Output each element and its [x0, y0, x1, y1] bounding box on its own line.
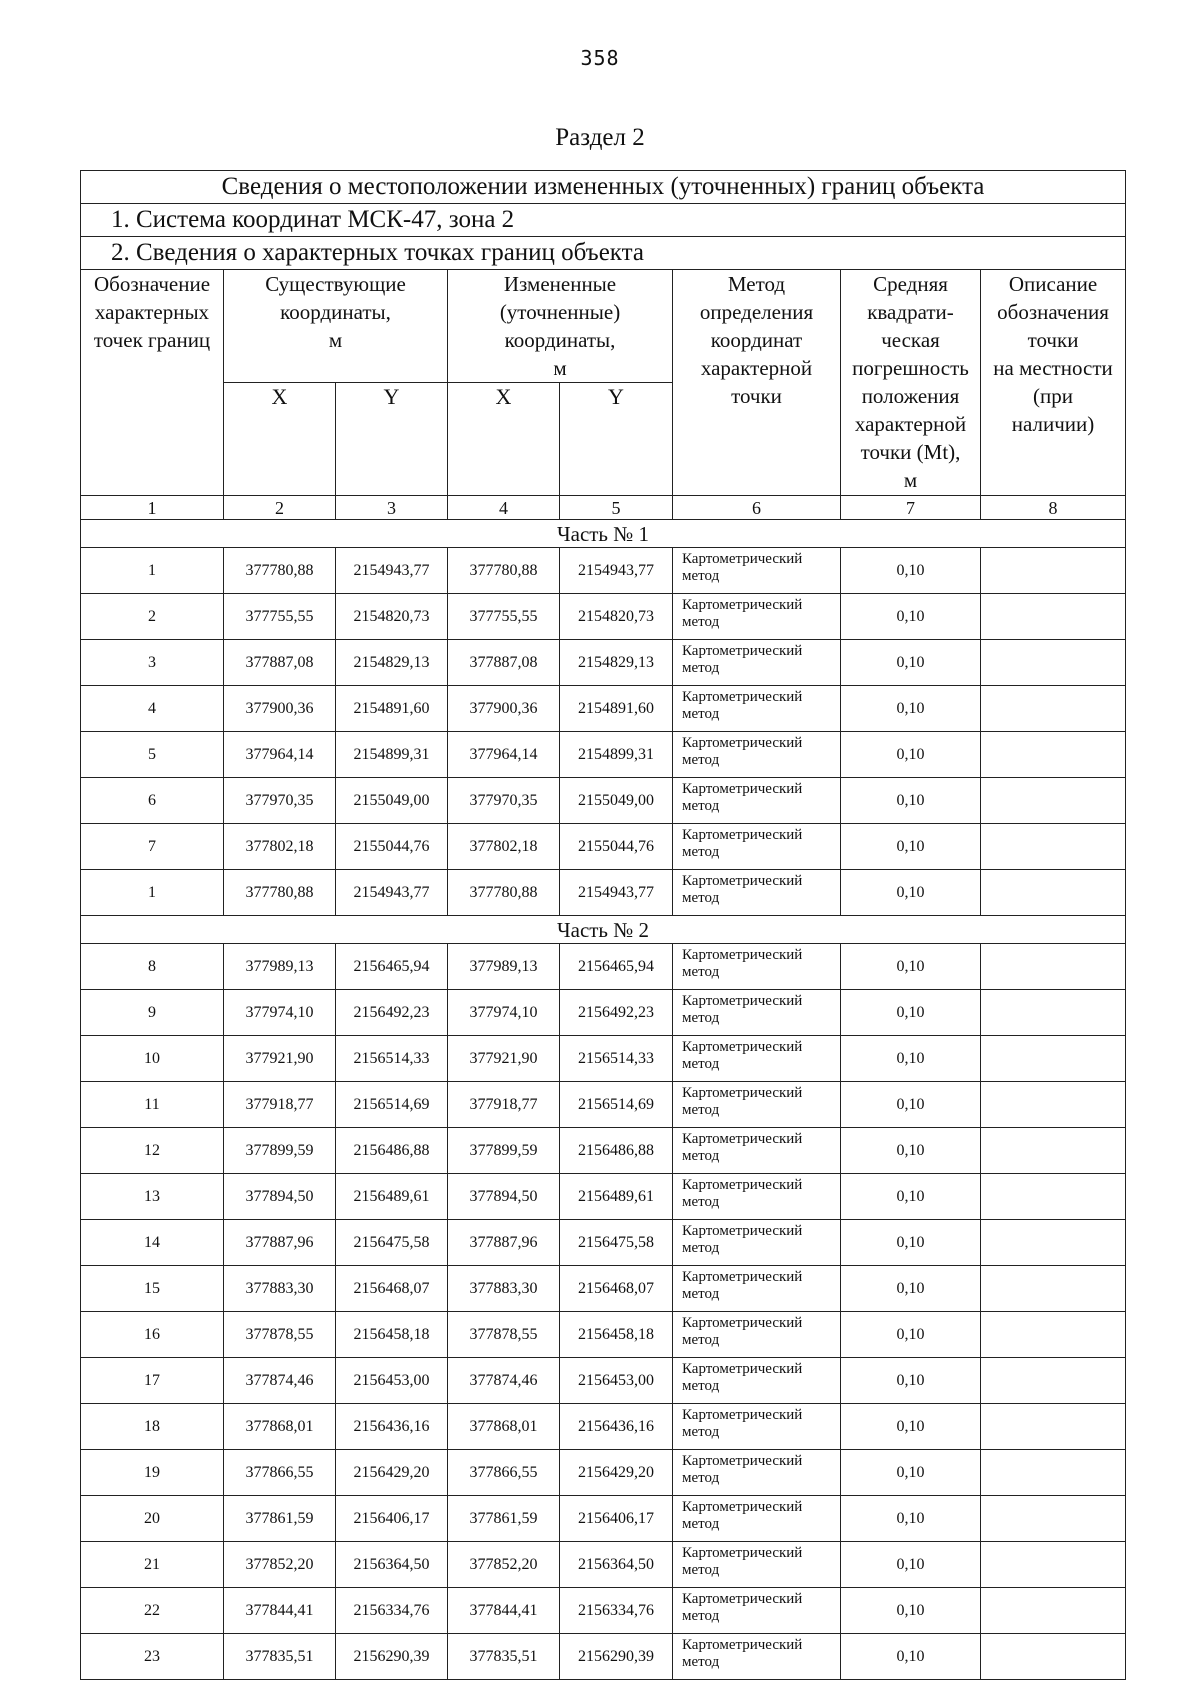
- table-title: Сведения о местоположении измененных (уточненных) границ объекта: [81, 171, 1126, 204]
- table-row: [81, 1036, 1126, 1082]
- method-cell: Картометрический метод: [673, 778, 841, 824]
- existing-y-cell: 2156489,61: [336, 1174, 448, 1220]
- mt-value-cell: 0,10: [841, 732, 981, 778]
- description-cell: [981, 1174, 1126, 1220]
- changed-x-cell: 377868,01: [448, 1404, 560, 1450]
- changed-y-cell: 2155044,76: [560, 824, 673, 870]
- point-number-cell: 8: [81, 944, 224, 990]
- coordinate-system-line: 1. Система координат МСК-47, зона 2: [81, 204, 1126, 237]
- existing-y-cell: 2156514,69: [336, 1082, 448, 1128]
- table-row: [81, 1266, 1126, 1312]
- method-cell: Картометрический метод: [673, 1082, 841, 1128]
- col-header-existing-coords: Существующие координаты, м: [224, 270, 448, 383]
- mt-value-cell: 0,10: [841, 1220, 981, 1266]
- existing-x-cell: 377852,20: [224, 1542, 336, 1588]
- description-cell: [981, 824, 1126, 870]
- changed-y-cell: 2156489,61: [560, 1174, 673, 1220]
- point-number-cell: 7: [81, 824, 224, 870]
- point-number-cell: 15: [81, 1266, 224, 1312]
- existing-y-cell: 2156364,50: [336, 1542, 448, 1588]
- method-cell: Картометрический метод: [673, 1174, 841, 1220]
- part-1-label: Часть № 1: [81, 520, 1126, 548]
- changed-y-cell: 2156514,33: [560, 1036, 673, 1082]
- existing-y-cell: 2156465,94: [336, 944, 448, 990]
- mt-value-cell: 0,10: [841, 1496, 981, 1542]
- method-cell: Картометрический метод: [673, 1266, 841, 1312]
- changed-y-cell: 2156436,16: [560, 1404, 673, 1450]
- table-row: [81, 594, 1126, 640]
- point-number-cell: 13: [81, 1174, 224, 1220]
- col-header-changed-coords: Измененные (уточненные) координаты, м: [448, 270, 673, 383]
- changed-x-cell: 377900,36: [448, 686, 560, 732]
- existing-y-cell: 2154820,73: [336, 594, 448, 640]
- changed-x-cell: 377921,90: [448, 1036, 560, 1082]
- description-cell: [981, 1128, 1126, 1174]
- existing-x-cell: 377780,88: [224, 548, 336, 594]
- method-cell: Картометрический метод: [673, 1128, 841, 1174]
- mt-value-cell: 0,10: [841, 1358, 981, 1404]
- description-cell: [981, 990, 1126, 1036]
- existing-x-cell: 377883,30: [224, 1266, 336, 1312]
- section-title: Раздел 2: [555, 124, 645, 151]
- existing-x-cell: 377989,13: [224, 944, 336, 990]
- existing-x-cell: 377780,88: [224, 870, 336, 916]
- changed-y-cell: 2156334,76: [560, 1588, 673, 1634]
- point-number-cell: 11: [81, 1082, 224, 1128]
- changed-x-cell: 377878,55: [448, 1312, 560, 1358]
- col-header-x-existing: X: [224, 383, 336, 496]
- changed-x-cell: 377918,77: [448, 1082, 560, 1128]
- changed-y-cell: 2154899,31: [560, 732, 673, 778]
- table-row: [81, 1496, 1126, 1542]
- mt-value-cell: 0,10: [841, 824, 981, 870]
- method-cell: Картометрический метод: [673, 594, 841, 640]
- existing-y-cell: 2156492,23: [336, 990, 448, 1036]
- existing-x-cell: 377887,08: [224, 640, 336, 686]
- changed-x-cell: 377883,30: [448, 1266, 560, 1312]
- col-number: 4: [448, 496, 560, 520]
- col-number: 3: [336, 496, 448, 520]
- existing-y-cell: 2156436,16: [336, 1404, 448, 1450]
- changed-x-cell: 377780,88: [448, 870, 560, 916]
- changed-x-cell: 377755,55: [448, 594, 560, 640]
- existing-y-cell: 2154943,77: [336, 548, 448, 594]
- existing-y-cell: 2156468,07: [336, 1266, 448, 1312]
- existing-y-cell: 2156429,20: [336, 1450, 448, 1496]
- method-cell: Картометрический метод: [673, 1588, 841, 1634]
- description-cell: [981, 1312, 1126, 1358]
- description-cell: [981, 732, 1126, 778]
- existing-x-cell: 377874,46: [224, 1358, 336, 1404]
- col-header-designation: Обозначение характерных точек границ: [81, 270, 224, 496]
- mt-value-cell: 0,10: [841, 1312, 981, 1358]
- description-cell: [981, 594, 1126, 640]
- existing-y-cell: 2156453,00: [336, 1358, 448, 1404]
- mt-value-cell: 0,10: [841, 1174, 981, 1220]
- method-cell: Картометрический метод: [673, 824, 841, 870]
- table-row: [81, 1634, 1126, 1680]
- changed-y-cell: 2155049,00: [560, 778, 673, 824]
- description-cell: [981, 870, 1126, 916]
- point-number-cell: 16: [81, 1312, 224, 1358]
- table-row: [81, 824, 1126, 870]
- existing-x-cell: 377894,50: [224, 1174, 336, 1220]
- point-number-cell: 5: [81, 732, 224, 778]
- changed-y-cell: 2154943,77: [560, 548, 673, 594]
- mt-value-cell: 0,10: [841, 1450, 981, 1496]
- changed-x-cell: 377866,55: [448, 1450, 560, 1496]
- col-header-y-existing: Y: [336, 383, 448, 496]
- method-cell: Картометрический метод: [673, 686, 841, 732]
- description-cell: [981, 778, 1126, 824]
- point-number-cell: 1: [81, 870, 224, 916]
- table-row: [81, 686, 1126, 732]
- col-header-y-changed: Y: [560, 383, 673, 496]
- method-cell: Картометрический метод: [673, 1634, 841, 1680]
- changed-x-cell: 377887,96: [448, 1220, 560, 1266]
- changed-y-cell: 2156468,07: [560, 1266, 673, 1312]
- part-2-rows: [81, 944, 1126, 1680]
- description-cell: [981, 1450, 1126, 1496]
- description-cell: [981, 1220, 1126, 1266]
- changed-x-cell: 377844,41: [448, 1588, 560, 1634]
- method-cell: Картометрический метод: [673, 870, 841, 916]
- part-2-label: Часть № 2: [81, 916, 1126, 944]
- table-row: [81, 548, 1126, 594]
- description-cell: [981, 640, 1126, 686]
- point-number-cell: 9: [81, 990, 224, 1036]
- existing-y-cell: 2154829,13: [336, 640, 448, 686]
- col-header-description: Описание обозначения точки на местности (при наличии): [981, 270, 1126, 496]
- page-number: 358: [580, 46, 620, 70]
- existing-x-cell: 377802,18: [224, 824, 336, 870]
- table-row: [81, 1404, 1126, 1450]
- changed-y-cell: 2156465,94: [560, 944, 673, 990]
- method-cell: Картометрический метод: [673, 1404, 841, 1450]
- changed-x-cell: 377989,13: [448, 944, 560, 990]
- mt-value-cell: 0,10: [841, 1542, 981, 1588]
- changed-x-cell: 377780,88: [448, 548, 560, 594]
- existing-x-cell: 377835,51: [224, 1634, 336, 1680]
- changed-y-cell: 2156514,69: [560, 1082, 673, 1128]
- table-row: [81, 1358, 1126, 1404]
- col-number: 5: [560, 496, 673, 520]
- method-cell: Картометрический метод: [673, 1358, 841, 1404]
- changed-x-cell: 377894,50: [448, 1174, 560, 1220]
- point-number-cell: 14: [81, 1220, 224, 1266]
- mt-value-cell: 0,10: [841, 1588, 981, 1634]
- table-row: [81, 1450, 1126, 1496]
- col-header-x-changed: X: [448, 383, 560, 496]
- point-number-cell: 22: [81, 1588, 224, 1634]
- changed-x-cell: 377964,14: [448, 732, 560, 778]
- col-number: 1: [81, 496, 224, 520]
- col-number: 7: [841, 496, 981, 520]
- existing-y-cell: 2154891,60: [336, 686, 448, 732]
- existing-y-cell: 2154943,77: [336, 870, 448, 916]
- description-cell: [981, 1588, 1126, 1634]
- changed-y-cell: 2154943,77: [560, 870, 673, 916]
- mt-value-cell: 0,10: [841, 1128, 981, 1174]
- col-number: 2: [224, 496, 336, 520]
- mt-value-cell: 0,10: [841, 870, 981, 916]
- method-cell: Картометрический метод: [673, 1036, 841, 1082]
- mt-value-cell: 0,10: [841, 1036, 981, 1082]
- changed-y-cell: 2156406,17: [560, 1496, 673, 1542]
- table-row: [81, 1174, 1126, 1220]
- col-number: 6: [673, 496, 841, 520]
- existing-y-cell: 2155044,76: [336, 824, 448, 870]
- changed-x-cell: 377899,59: [448, 1128, 560, 1174]
- method-cell: Картометрический метод: [673, 990, 841, 1036]
- existing-y-cell: 2156334,76: [336, 1588, 448, 1634]
- table-row: [81, 640, 1126, 686]
- table-row: [81, 732, 1126, 778]
- table-row: [81, 1128, 1126, 1174]
- mt-value-cell: 0,10: [841, 686, 981, 732]
- existing-x-cell: 377878,55: [224, 1312, 336, 1358]
- existing-x-cell: 377868,01: [224, 1404, 336, 1450]
- changed-y-cell: 2156492,23: [560, 990, 673, 1036]
- existing-y-cell: 2156406,17: [336, 1496, 448, 1542]
- col-number: 8: [981, 496, 1126, 520]
- method-cell: Картометрический метод: [673, 1542, 841, 1588]
- existing-x-cell: 377899,59: [224, 1128, 336, 1174]
- existing-y-cell: 2156475,58: [336, 1220, 448, 1266]
- col-header-mt: Средняя квадрати- ческая погрешность положения характерной точки (Mt), м: [841, 270, 981, 496]
- description-cell: [981, 1358, 1126, 1404]
- table-row: [81, 1588, 1126, 1634]
- existing-y-cell: 2156290,39: [336, 1634, 448, 1680]
- existing-x-cell: 377970,35: [224, 778, 336, 824]
- table-row: [81, 1220, 1126, 1266]
- coordinates-table: [80, 170, 1126, 1680]
- existing-x-cell: 377755,55: [224, 594, 336, 640]
- mt-value-cell: 0,10: [841, 548, 981, 594]
- method-cell: Картометрический метод: [673, 732, 841, 778]
- method-cell: Картометрический метод: [673, 640, 841, 686]
- existing-y-cell: 2156458,18: [336, 1312, 448, 1358]
- description-cell: [981, 1036, 1126, 1082]
- point-number-cell: 4: [81, 686, 224, 732]
- existing-x-cell: 377921,90: [224, 1036, 336, 1082]
- mt-value-cell: 0,10: [841, 1634, 981, 1680]
- method-cell: Картометрический метод: [673, 1496, 841, 1542]
- table-row: [81, 1082, 1126, 1128]
- table-row: [81, 1542, 1126, 1588]
- description-cell: [981, 1542, 1126, 1588]
- mt-value-cell: 0,10: [841, 1082, 981, 1128]
- changed-y-cell: 2156429,20: [560, 1450, 673, 1496]
- description-cell: [981, 548, 1126, 594]
- point-number-cell: 21: [81, 1542, 224, 1588]
- changed-y-cell: 2156458,18: [560, 1312, 673, 1358]
- table-row: [81, 870, 1126, 916]
- existing-x-cell: 377866,55: [224, 1450, 336, 1496]
- mt-value-cell: 0,10: [841, 990, 981, 1036]
- changed-y-cell: 2154829,13: [560, 640, 673, 686]
- mt-value-cell: 0,10: [841, 944, 981, 990]
- point-number-cell: 20: [81, 1496, 224, 1542]
- point-number-cell: 23: [81, 1634, 224, 1680]
- changed-x-cell: 377835,51: [448, 1634, 560, 1680]
- changed-x-cell: 377887,08: [448, 640, 560, 686]
- table-row: [81, 990, 1126, 1036]
- point-number-cell: 10: [81, 1036, 224, 1082]
- col-header-method: Метод определения координат характерной точки: [673, 270, 841, 496]
- changed-y-cell: 2156475,58: [560, 1220, 673, 1266]
- part-1-rows: [81, 548, 1126, 916]
- changed-x-cell: 377974,10: [448, 990, 560, 1036]
- changed-y-cell: 2156486,88: [560, 1128, 673, 1174]
- existing-y-cell: 2156514,33: [336, 1036, 448, 1082]
- description-cell: [981, 1082, 1126, 1128]
- changed-y-cell: 2156290,39: [560, 1634, 673, 1680]
- table-row: [81, 778, 1126, 824]
- existing-x-cell: 377974,10: [224, 990, 336, 1036]
- description-cell: [981, 1404, 1126, 1450]
- changed-x-cell: 377874,46: [448, 1358, 560, 1404]
- existing-x-cell: 377887,96: [224, 1220, 336, 1266]
- changed-x-cell: 377970,35: [448, 778, 560, 824]
- description-cell: [981, 1634, 1126, 1680]
- table-row: [81, 944, 1126, 990]
- point-number-cell: 6: [81, 778, 224, 824]
- point-number-cell: 17: [81, 1358, 224, 1404]
- point-number-cell: 18: [81, 1404, 224, 1450]
- existing-y-cell: 2155049,00: [336, 778, 448, 824]
- changed-x-cell: 377852,20: [448, 1542, 560, 1588]
- mt-value-cell: 0,10: [841, 640, 981, 686]
- method-cell: Картометрический метод: [673, 1220, 841, 1266]
- mt-value-cell: 0,10: [841, 594, 981, 640]
- existing-x-cell: 377964,14: [224, 732, 336, 778]
- method-cell: Картометрический метод: [673, 1312, 841, 1358]
- changed-x-cell: 377861,59: [448, 1496, 560, 1542]
- existing-x-cell: 377900,36: [224, 686, 336, 732]
- changed-y-cell: 2154820,73: [560, 594, 673, 640]
- changed-y-cell: 2154891,60: [560, 686, 673, 732]
- method-cell: Картометрический метод: [673, 1450, 841, 1496]
- description-cell: [981, 1496, 1126, 1542]
- existing-x-cell: 377918,77: [224, 1082, 336, 1128]
- existing-y-cell: 2154899,31: [336, 732, 448, 778]
- point-number-cell: 2: [81, 594, 224, 640]
- existing-y-cell: 2156486,88: [336, 1128, 448, 1174]
- table-row: [81, 1312, 1126, 1358]
- point-number-cell: 19: [81, 1450, 224, 1496]
- point-number-cell: 12: [81, 1128, 224, 1174]
- method-cell: Картометрический метод: [673, 944, 841, 990]
- point-number-cell: 3: [81, 640, 224, 686]
- mt-value-cell: 0,10: [841, 1404, 981, 1450]
- description-cell: [981, 1266, 1126, 1312]
- points-info-line: 2. Сведения о характерных точках границ объекта: [81, 237, 1126, 270]
- changed-x-cell: 377802,18: [448, 824, 560, 870]
- mt-value-cell: 0,10: [841, 778, 981, 824]
- description-cell: [981, 944, 1126, 990]
- existing-x-cell: 377861,59: [224, 1496, 336, 1542]
- method-cell: Картометрический метод: [673, 548, 841, 594]
- mt-value-cell: 0,10: [841, 1266, 981, 1312]
- changed-y-cell: 2156453,00: [560, 1358, 673, 1404]
- changed-y-cell: 2156364,50: [560, 1542, 673, 1588]
- existing-x-cell: 377844,41: [224, 1588, 336, 1634]
- description-cell: [981, 686, 1126, 732]
- point-number-cell: 1: [81, 548, 224, 594]
